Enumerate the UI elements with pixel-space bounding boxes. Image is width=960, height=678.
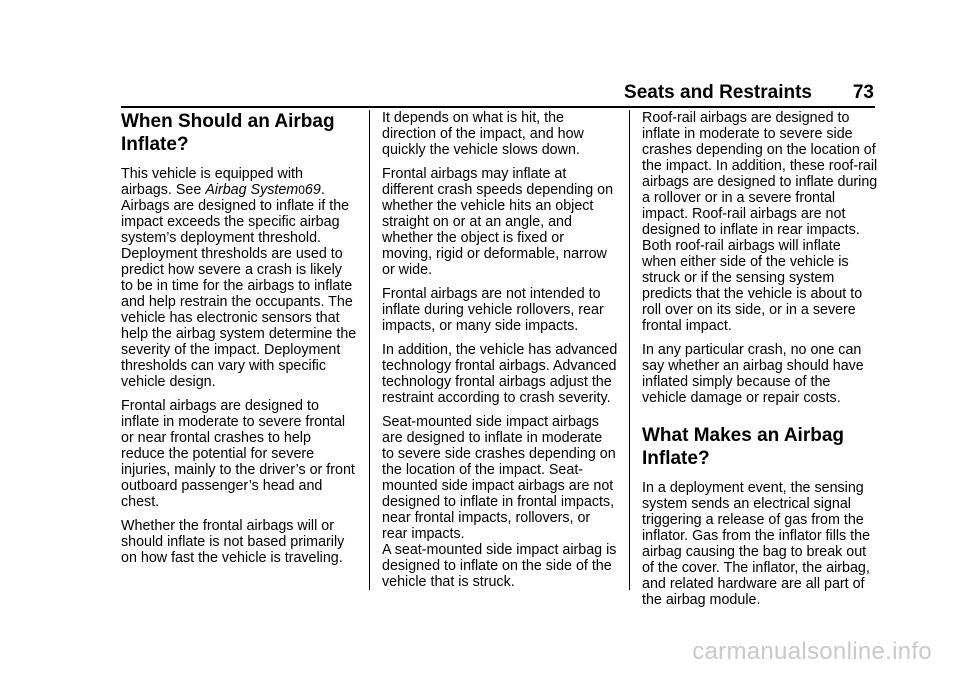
text-run: . Airbags are designed to inflate if the impact exceeds the specific airbag system’s deployment threshold. Deployment thresholds are used to predict how severe a crash is likely to be in time for the airbags to inflate and help restrain the occupants. The vehicle has electronic sensors that help the airbag system determine the severity of the impact. Deployment thresholds can vary with specific vehicle design. [121,182,357,390]
page-number: 73 [852,82,874,103]
paragraph: In a deployment event, the sensing system sends an electrical signal triggering a release of gas from the inflator. Gas from the inflator fills the airbag causing the bag to break out of the cover. The inflator, the airbag, and related hardware are all part of the airbag module. [642,480,871,608]
page-ref-number[interactable]: 69 [304,182,321,198]
paragraph: Roof-rail airbags are designed to inflate in moderate to severe side crashes depending on the location of the impact. In addition, these roof-rail airbags are designed to inflate during a rollover or in a severe frontal impact. Roof-rail airbags are not designed to inflate in rear impacts. Both roof-rail airbags will inflate when either side of the vehicle is struck or if the sensing system predicts that the vehicle is about to roll over on its side, or in a severe frontal impact. [642,110,878,334]
paragraph: Frontal airbags may inflate at different crash speeds depending on whether the vehicle hits an object straight on or at an angle, and whether the object is fixed or moving, rigid or deformable, narrow or wide. [382,166,614,278]
watermark: carmanualsonline.info [692,638,932,665]
airbag-system-link[interactable]: Airbag System [205,182,299,198]
header-rule [121,106,875,108]
paragraph: Seat-mounted side impact airbags are designed to inflate in moderate to severe side crashes depending on the location of the impact. Seat-mounted side impact airbags are not designed to inflate in frontal impacts, near frontal impacts, rollovers, or rear impacts. [382,414,616,542]
text-run: This vehicle is equipped with airbags. See [121,166,303,198]
paragraph [121,166,357,390]
column-divider [369,110,370,590]
paragraph: A seat-mounted side impact airbag is designed to inflate on the side of the vehicle that is struck. [382,542,617,590]
section-heading: What Makes an Airbag Inflate? [642,425,845,469]
paragraph: In addition, the vehicle has advanced technology frontal airbags. Advanced technology frontal airbags adjust the restraint according to crash severity. [382,342,618,406]
paragraph: Frontal airbags are not intended to inflate during vehicle rollovers, rear impacts, or many side impacts. [382,286,604,334]
page-header [0,82,960,106]
paragraph: In any particular crash, no one can say whether an airbag should have inflated simply because of the vehicle damage or repair costs. [642,342,864,406]
section-heading: When Should an Airbag Inflate? [121,111,335,155]
section-title: Seats and Restraints [624,82,812,103]
paragraph: It depends on what is hit, the direction of the impact, and how quickly the vehicle slows down. [382,110,584,158]
paragraph: Whether the frontal airbags will or should inflate is not based primarily on how fast the vehicle is traveling. [121,518,345,566]
column-2 [382,110,618,590]
column-3 [642,110,878,608]
column-divider [629,110,630,590]
page-ref-arrow-icon: 0 [298,183,305,197]
paragraph: Frontal airbags are designed to inflate in moderate to severe frontal or near frontal crashes to help reduce the potential for severe injuries, mainly to the driver’s or front outboard passenger’s head and chest. [121,398,355,510]
column-1 [121,110,357,590]
